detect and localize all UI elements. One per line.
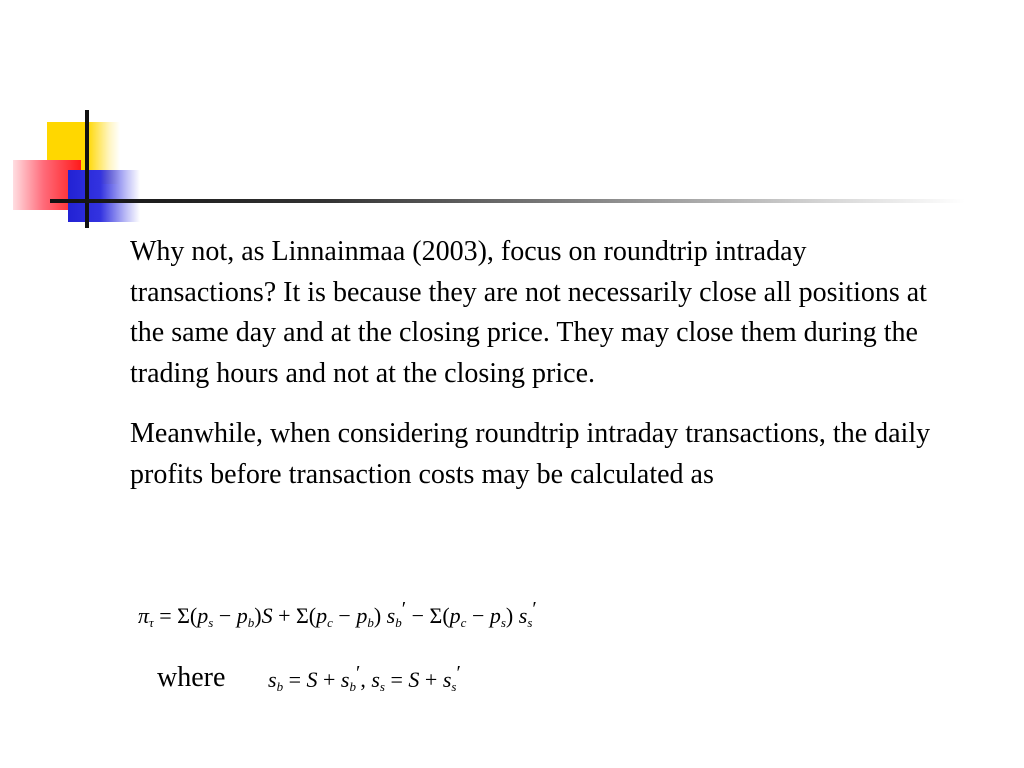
pi-symbol: π (138, 603, 150, 628)
paragraph-linnainmaa: Why not, as Linnainmaa (2003), focus on roundtrip intraday transactions? It is because they are not necessarily close all positions at the same day and at the closing price. They may close them during the trading hours and not at the closing price. (130, 236, 927, 389)
paragraph-meanwhile: Meanwhile, when considering roundtrip intraday transactions, the daily profits before transaction costs may be calculated as (130, 418, 931, 490)
where-label: where (157, 662, 226, 693)
decor-horizontal-rule (50, 199, 965, 203)
equals-sign: = (159, 603, 172, 628)
profit-formula: $\pi_\tau = \Sigma(p_s - p_b)S + \Sigma(p_c - p_b) s_b' - \Sigma(p_c - p_s)$ $s_s'$ (138, 598, 537, 630)
tau-subscript: τ (149, 615, 154, 630)
slide-body (130, 232, 950, 515)
where-formula: $s_b = S + s_b'$, $s_s = S + s_s'$ (268, 662, 461, 694)
decor-blue-square (68, 170, 140, 222)
decor-vertical-line (85, 110, 89, 228)
sum-symbol: Σ (177, 603, 190, 628)
